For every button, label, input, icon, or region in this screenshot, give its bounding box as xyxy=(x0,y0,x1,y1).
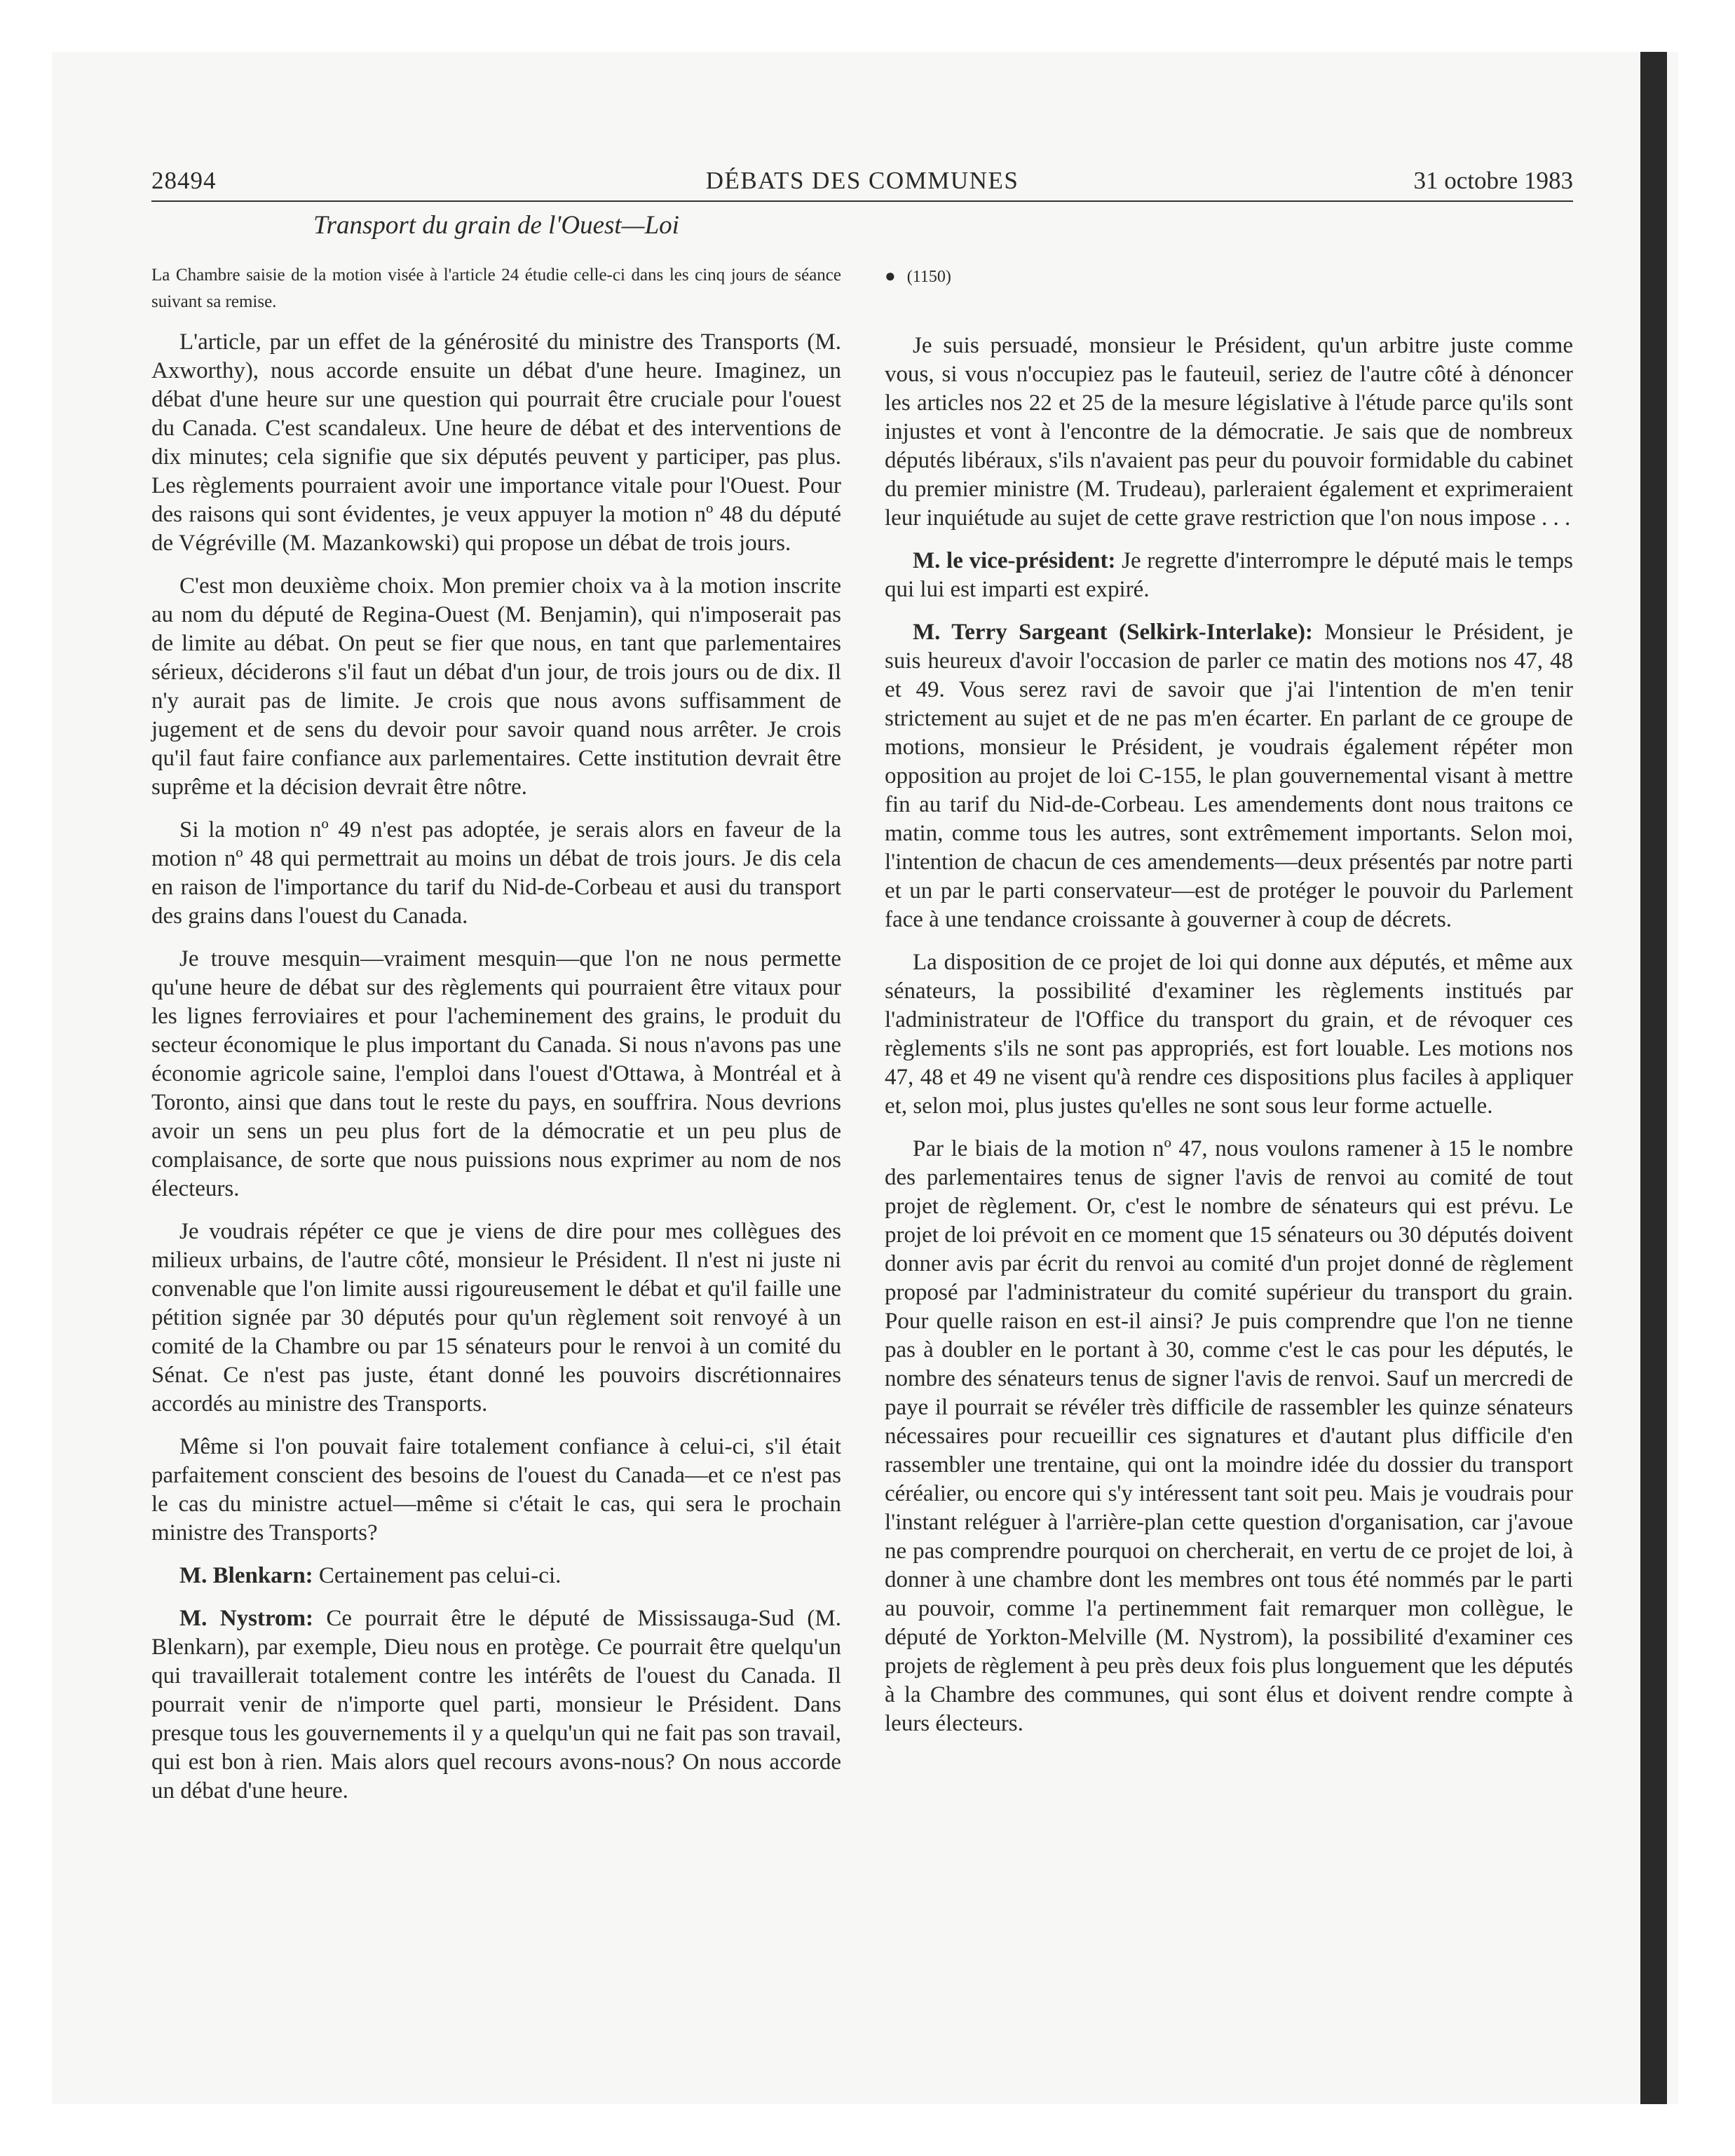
paragraph xyxy=(885,332,1573,533)
paragraph xyxy=(151,1562,841,1590)
procedural-note: La Chambre saisie de la motion visée à l'article 24 étudie celle-ci dans les cinq jours de séance suivant sa remise. xyxy=(151,266,841,311)
paragraph xyxy=(151,816,841,931)
paragraph xyxy=(151,328,841,558)
page-edge-shadow xyxy=(1640,52,1667,2104)
paragraph-text: La disposition de ce projet de loi qui donne aux députés, et même aux sénateurs, la possibilité d'examiner les règlements institués par l'administrateur de l'Office du transport du grain, et de révoquer ces règlements s'ils ne sont pas appropriés, est fort louable. Les motions nos 47, 48 et 49 ne visent qu'à rendre ces dispositions plus faciles à appliquer et, selon moi, plus justes qu'elles ne sont sous leur forme actuelle. xyxy=(885,950,1573,1119)
speaker-name: M. Terry Sargeant (Selkirk-Interlake): xyxy=(913,620,1313,645)
time-marker-text: (1150) xyxy=(906,268,951,286)
paragraph-text: Ce pourrait être le député de Mississauga-Sud (M. Blenkarn), par exemple, Dieu nous en protège. Ce pourrait être quelqu'un qui travaillerait totalement contre les intérêts de l'ouest du Canada. Il pourrait venir de n'importe quel parti, monsieur le Président. Dans presque tous les gouvernements il y a quelqu'un qui ne fait pas son travail, qui est bon à rien. Mais alors quel recours avons-nous? On nous accorde un débat d'une heure. xyxy=(151,1606,842,1803)
paragraph xyxy=(151,572,841,802)
paragraph-text: Je regrette d'interrompre le député mais le temps qui lui est imparti est expiré. xyxy=(885,548,1573,602)
paragraph-text: Je voudrais répéter ce que je viens de dire pour mes collègues des milieux urbains, de l'autre côté, monsieur le Président. Il n'est ni juste ni convenable que l'on limite aussi rigoureusement le débat et qu'il faille une pétition signée par 30 députés pour qu'un règlement soit renvoyé à un comité de la Chambre ou par 15 sénateurs pour le renvoi à un comité du Sénat. Ce n'est pas juste, étant donné les pouvoirs discrétionnaires accordés au ministre des Transports. xyxy=(151,1219,841,1417)
left-column xyxy=(151,262,841,1820)
paragraph-text: Même si l'on pouvait faire totalement confiance à celui-ci, s'il était parfaitement conscient des besoins de l'ouest du Canada—et ce n'est pas le cas du ministre actuel—même si c'était le cas, qui sera le prochain ministre des Transports? xyxy=(151,1434,841,1546)
page-number: 28494 xyxy=(151,167,217,194)
paragraph xyxy=(885,547,1573,604)
subject-heading: Transport du grain de l'Ouest—Loi xyxy=(313,211,679,240)
publication-date: 31 octobre 1983 xyxy=(1413,167,1573,194)
speaker-name: M. Nystrom: xyxy=(179,1606,313,1631)
paragraph-text: Si la motion nº 49 n'est pas adoptée, je serais alors en faveur de la motion nº 48 qui permettrait au moins un débat de trois jours. Je dis cela en raison de l'importance du tarif du Nid-de-Corbeau et ausi du transport des grains dans l'ouest du Canada. xyxy=(151,817,841,929)
bullet-icon: ● xyxy=(885,266,896,286)
paragraph-text: Je suis persuadé, monsieur le Président, qu'un arbitre juste comme vous, si vous n'occupiez pas le fauteuil, seriez de l'autre côté à dénoncer les articles nos 22 et 25 de la mesure législative à l'étude parce qu'ils sont injustes et vont à l'encontre de la démocratie. Je sais que de nombreux députés libéraux, s'ils n'avaient pas peur du pouvoir formidable du cabinet du premier ministre (M. Trudeau), parleraient également et exprimeraient leur inquiétude au sujet de cette grave restriction que l'on nous impose . . . xyxy=(885,333,1573,531)
paragraph xyxy=(151,1217,841,1419)
paragraph xyxy=(151,945,841,1203)
speaker-name: M. Blenkarn: xyxy=(179,1563,313,1588)
paragraph xyxy=(885,618,1573,934)
paragraph-text: C'est mon deuxième choix. Mon premier choix va à la motion inscrite au nom du député de Regina-Ouest (M. Benjamin), qui n'imposerait pas de limite au débat. On peut se fier que nous, en tant que parlementaires sérieux, déciderons s'il faut un débat d'un jour, de trois jours ou de dix. Il n'y aurait pas de limite. Je crois que nous avons suffisamment de jugement et de sens du devoir pour savoir quand nous arrêter. Je crois qu'il faut faire confiance aux parlementaires. Cette institution devrait être suprême et la décision devrait être nôtre. xyxy=(151,573,841,800)
paragraph-text: Certainement pas celui-ci. xyxy=(318,1563,562,1588)
paragraph-text: L'article, par un effet de la générosité du ministre des Transports (M. Axworthy), nous accorde ensuite un débat d'une heure. Imaginez, un débat d'une heure sur une question qui pourrait être cruciale pour l'ouest du Canada. C'est scandaleux. Une heure de débat et des interventions de dix minutes; cela signifie que six députés peuvent y participer, pas plus. Les règlements pourraient avoir une importance vitale pour l'Ouest. Pour des raisons qui sont évidentes, je veux appuyer la motion nº 48 du député de Végréville (M. Mazankowski) qui propose un débat de trois jours. xyxy=(151,329,841,556)
left-paragraphs xyxy=(151,328,841,1806)
right-paragraphs xyxy=(885,332,1573,1738)
paragraph xyxy=(885,948,1573,1121)
paragraph xyxy=(151,1433,841,1548)
paragraph xyxy=(885,1135,1573,1738)
right-column xyxy=(885,262,1573,1752)
time-marker xyxy=(885,262,1573,291)
publication-title: DÉBATS DES COMMUNES xyxy=(705,167,1019,194)
paragraph xyxy=(151,1604,841,1806)
paragraph-text: Monsieur le Président, je suis heureux d'avoir l'occasion de parler ce matin des motions nos 47, 48 et 49. Vous serez ravi de savoir que j'ai l'intention de m'en tenir strictement au sujet et de ne pas m'en écarter. En parlant de ce groupe de motions, monsieur le Président, je voudrais également répéter mon opposition au projet de loi C-155, le plan gouvernemental visant à mettre fin au tarif du Nid-de-Corbeau. Les amendements dont nous traitons ce matin, comme tous les autres, sont extrêmement importants. Selon moi, l'intention de chacun de ces amendements—deux présentés par notre parti et un par le parti conservateur—est de protéger le pouvoir du Parlement face à une tendance croissante à gouverner à coup de décrets. xyxy=(885,620,1574,932)
paragraph-text: Par le biais de la motion nº 47, nous voulons ramener à 15 le nombre des parlementaires tenus de signer l'avis de renvoi au comité de tout projet de règlement. Or, c'est le nombre de sénateurs qui est prévu. Le projet de loi prévoit en ce moment que 15 sénateurs ou 30 députés doivent donner avis par écrit du renvoi au comité d'un projet donné de règlement proposé par l'administrateur du comité supérieur du transport du grain. Pour quelle raison en est-il ainsi? Je puis comprendre que l'on ne tienne pas à doubler en le portant à 30, comme c'est le cas pour les députés, le nombre des sénateurs tenus de signer l'avis de renvoi. Sauf un mercredi de paye il pourrait se révéler très difficile de rassembler les quinze sénateurs nécessaires pour recueillir ces signatures et d'autant plus difficile d'en rassembler une trentaine, qui ont la moindre idée du dossier du transport céréalier, ou encore qui s'y intéressent tant soit peu. Mais je voudrais pour l'instant reléguer à l'arrière-plan cette question d'organisation, car j'avoue ne pas comprendre pourquoi on chercherait, en vertu de ce projet de loi, à donner à une chambre dont les membres ont tous été nommés par le parti au pouvoir, comme l'a pertinemment fait remarquer mon collègue, le député de Yorkton-Melville (M. Nystrom), la possibilité d'examiner ces projets de règlement à peu près deux fois plus longuement que les députés à la Chambre des communes, qui sont élus et doivent rendre compte à leurs électeurs. xyxy=(885,1136,1573,1736)
running-header xyxy=(151,161,1573,202)
speaker-name: M. le vice-président: xyxy=(913,548,1116,573)
paragraph-text: Je trouve mesquin—vraiment mesquin—que l'on ne nous permette qu'une heure de débat sur des règlements qui pourraient être vitaux pour les lignes ferroviaires et pour l'acheminement des grains, le produit du secteur économique le plus important du Canada. Si nous n'avons pas une économie agricole saine, l'emploi dans l'ouest d'Ottawa, à Montréal et à Toronto, ainsi que dans tout le reste du pays, en souffrira. Nous devrions avoir un sens un peu plus fort de la démocratie et un peu plus de complaisance, de sorte que nous puissions nous exprimer au nom de nos électeurs. xyxy=(151,946,841,1201)
